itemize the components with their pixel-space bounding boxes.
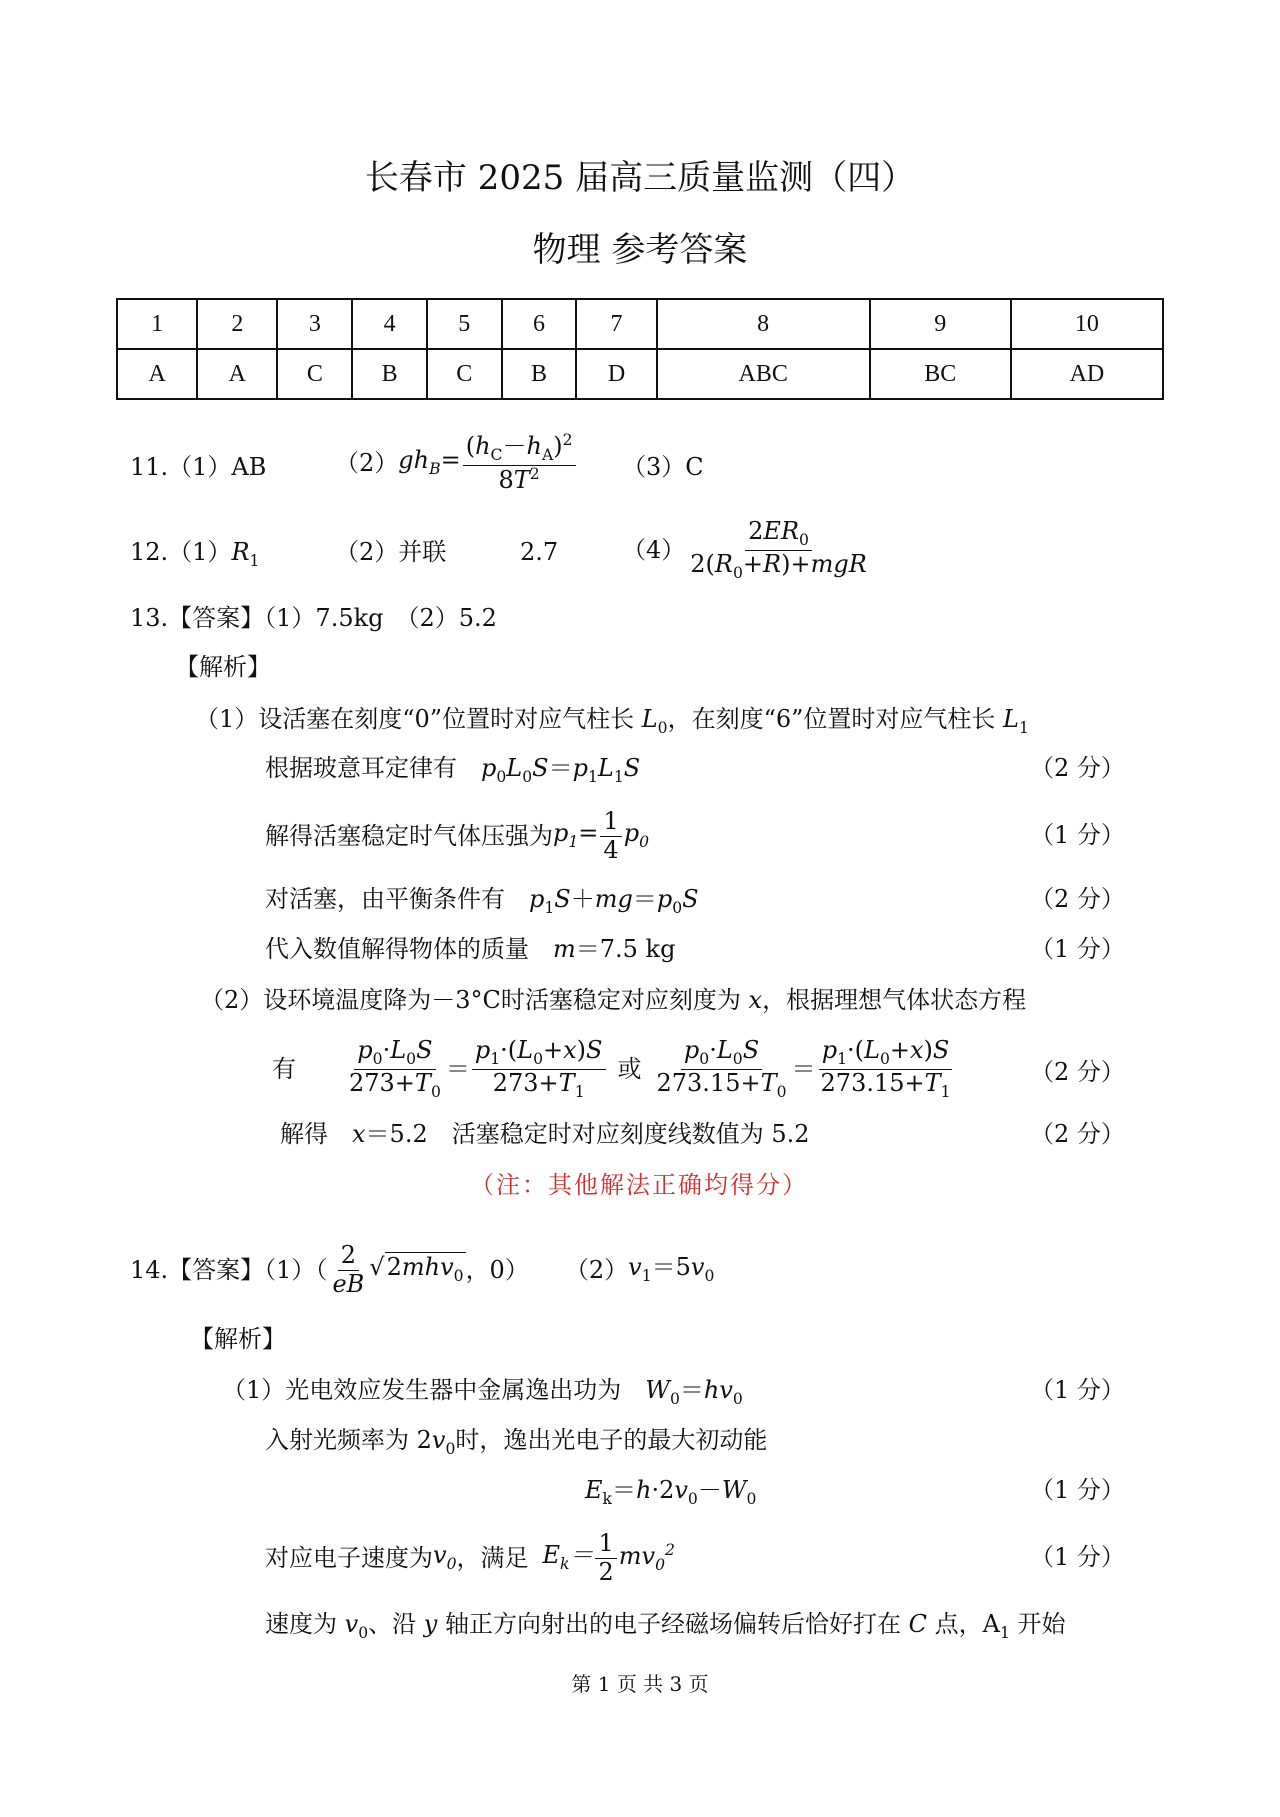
document-subtitle: 物理 参考答案 — [532, 230, 748, 270]
q13-line3: 解得活塞稳定时气体压强为 $p_1=$ $\frac{1}{4}$ $p_0$ — [265, 807, 649, 864]
score-label: （1 分） — [1030, 1543, 1125, 1571]
table-cell: D — [576, 349, 656, 399]
table-cell: 4 — [352, 299, 427, 349]
score-label: （2 分） — [1030, 754, 1125, 782]
answer-table — [116, 298, 1164, 400]
table-cell: C — [277, 349, 352, 399]
q13-line5: 代入数值解得物体的质量 m＝7.5 kg — [265, 935, 676, 963]
q13-line4: 对活塞，由平衡条件有 $p_1S+mg=p_0S$ — [265, 885, 699, 917]
table-cell: A — [197, 349, 277, 399]
table-cell: 3 — [277, 299, 352, 349]
q12-part2: （2）并联 — [335, 538, 447, 566]
table-cell: B — [352, 349, 427, 399]
table-cell: 6 — [502, 299, 577, 349]
q14-analysis-heading: 【解析】 — [190, 1325, 286, 1353]
answer-table-number-row — [117, 299, 1163, 349]
q12-part1: $12.(1)R_1$ — [130, 538, 260, 570]
q11-formula: $\frac{(h_C-h_A)^2}{8T^2}$ — [463, 432, 576, 494]
q14-line1: （1）光电效应发生器中金属逸出功为 $W_0=hv_0$ — [222, 1376, 743, 1408]
q14-line3: $E_k=h\cdot 2v_0-W_0$ — [585, 1476, 757, 1508]
q13-note: （注：其他解法正确均得分） — [470, 1171, 808, 1199]
answer-table-answer-row — [117, 349, 1163, 399]
q14-line4: 对应电子速度为 $v_0$ ，满足 $E_k=$ $\frac{1}{2}$ $mv_0^2$ — [265, 1529, 675, 1586]
q13-line2: 根据玻意耳定律有 $p_0L_0S=p_1L_1S$ — [265, 754, 641, 786]
table-cell: 8 — [657, 299, 870, 349]
q14-line2: 入射光频率为 $2v_0$时，逸出光电子的最大初动能 — [265, 1426, 768, 1458]
q13-analysis-heading: 【解析】 — [175, 653, 271, 681]
q11-part1: 11.（1）AB — [130, 453, 267, 481]
q12-formula: $\frac{2ER_0}{2(R_0+R)+mgR}$ — [690, 517, 867, 582]
score-label: （2 分） — [1030, 1058, 1125, 1086]
q13-line7: 有 $\frac{p_0\cdot L_0S}{273+T_0}$ ＝ $\frac{p_1\cdot(L_0+x)S}{273+T_1}$ 或 $\frac{p_0\cdot L_0S}{273.15+T_0}$ ＝ $\frac{p_1\cdot(L_0+x)S}{273.15+T_1}$ — [272, 1036, 951, 1101]
q13-answer: 13.【答案】（1）7.5kg （2）5.2 — [130, 604, 497, 632]
q13-line1: （1）设活塞在刻度“0”位置时对应气柱长 $L_0$，在刻度“6”位置时对应气柱长 $L_1$ — [195, 705, 1029, 737]
q12-part3: 2.7 — [520, 538, 559, 566]
table-cell: A — [117, 349, 197, 399]
score-label: （1 分） — [1030, 1376, 1125, 1404]
table-cell: 9 — [870, 299, 1011, 349]
document-title: 长春市 2025 届高三质量监测（四） — [364, 158, 916, 198]
q13-line6: （2）设环境温度降为－3°C时活塞稳定对应刻度为 x，根据理想气体状态方程 — [200, 986, 1027, 1014]
q13-line8: 解得 x＝5.2 活塞稳定时对应刻度线数值为 5.2 — [280, 1120, 810, 1148]
table-cell: AD — [1011, 349, 1163, 399]
q11-part3: （3）C — [622, 453, 704, 481]
table-cell: B — [502, 349, 577, 399]
table-cell: ABC — [657, 349, 870, 399]
q14-answer: 14.【答案】（1）（ $\frac{2}{eB}$ √2mhv$_0$ ，0） （2） $v_1=5v_0$ — [130, 1241, 715, 1298]
table-cell: BC — [870, 349, 1011, 399]
score-label: （1 分） — [1030, 1476, 1125, 1504]
table-cell: 5 — [427, 299, 502, 349]
score-label: （2 分） — [1030, 1120, 1125, 1148]
score-label: （1 分） — [1030, 935, 1125, 963]
table-cell: C — [427, 349, 502, 399]
score-label: （1 分） — [1030, 821, 1125, 849]
score-label: （2 分） — [1030, 885, 1125, 913]
q14-line5: 速度为 $v_0$、沿 y 轴正方向射出的电子经磁场偏转后恰好打在 C 点，$A_1$ 开始 — [265, 1610, 1066, 1642]
page-footer: 第 1 页 共 3 页 — [571, 1672, 709, 1696]
q11-part2: （2） $gh_B=$ $\frac{(h_C-h_A)^2}{8T^2}$ — [335, 432, 578, 494]
table-cell: 7 — [576, 299, 656, 349]
table-cell: 2 — [197, 299, 277, 349]
table-cell: 1 — [117, 299, 197, 349]
q12-part4: （4） $\frac{2ER_0}{2(R_0+R)+mgR}$ — [622, 518, 872, 582]
table-cell: 10 — [1011, 299, 1163, 349]
